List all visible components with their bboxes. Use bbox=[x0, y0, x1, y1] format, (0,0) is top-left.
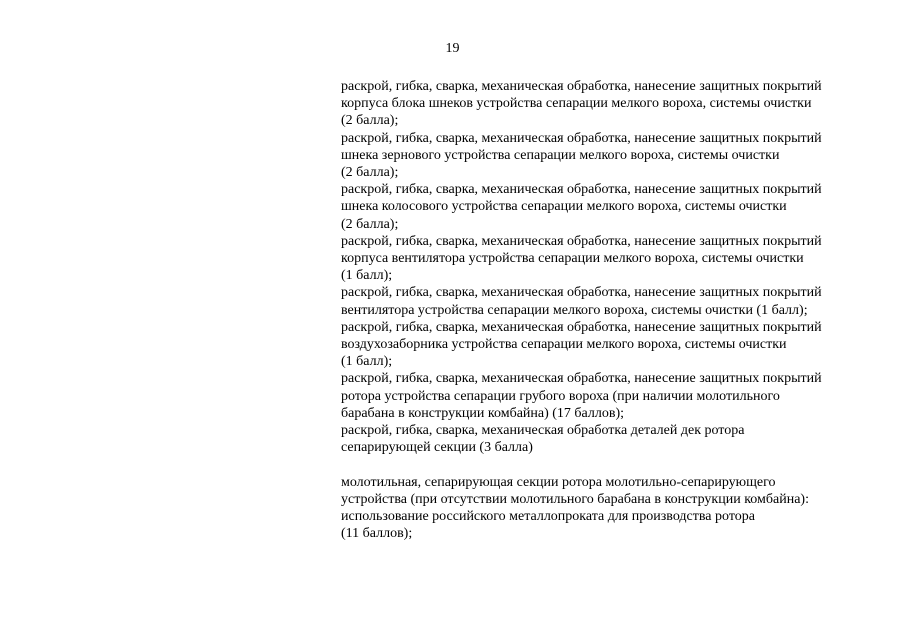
text-line: раскрой, гибка, сварка, механическая обработка, нанесение защитных покрытий bbox=[341, 285, 822, 301]
text-line: шнека колосового устройства сепарации мелкого вороха, системы очистки bbox=[341, 199, 787, 215]
text-line: устройства (при отсутствии молотильного барабана в конструкции комбайна): bbox=[341, 491, 809, 507]
text-line: барабана в конструкции комбайна) (17 баллов); bbox=[341, 405, 625, 421]
text-line: (2 балла); bbox=[341, 113, 399, 129]
text-line: молотильная, сепарирующая секции ротора молотильно-сепарирующего bbox=[341, 474, 776, 490]
text-line: использование российского металлопроката для производства ротора bbox=[341, 509, 755, 525]
text-line: ротора устройства сепарации грубого вороха (при наличии молотильного bbox=[341, 388, 780, 404]
text-line: сепарирующей секции (3 балла) bbox=[341, 440, 533, 456]
text-line: (11 баллов); bbox=[341, 526, 413, 542]
body-text bbox=[341, 78, 881, 542]
text-line: (1 балл); bbox=[341, 354, 393, 370]
text-line: раскрой, гибка, сварка, механическая обработка деталей дек ротора bbox=[341, 423, 745, 439]
text-line: (2 балла); bbox=[341, 165, 399, 181]
text-line: раскрой, гибка, сварка, механическая обработка, нанесение защитных покрытий bbox=[341, 79, 822, 94]
text-line: раскрой, гибка, сварка, механическая обработка, нанесение защитных покрытий bbox=[341, 319, 822, 335]
text-line: раскрой, гибка, сварка, механическая обработка, нанесение защитных покрытий bbox=[341, 371, 822, 387]
text-line: воздухозаборника устройства сепарации мелкого вороха, системы очистки bbox=[341, 337, 787, 353]
text-line: раскрой, гибка, сварка, механическая обработка, нанесение защитных покрытий bbox=[341, 182, 822, 198]
paragraph-gap bbox=[341, 456, 881, 473]
text-line: корпуса вентилятора устройства сепарации мелкого вороха, системы очистки bbox=[341, 251, 804, 267]
text-line: корпуса блока шнеков устройства сепарации мелкого вороха, системы очистки bbox=[341, 96, 812, 112]
page-number: 19 bbox=[445, 41, 460, 56]
text-line: шнека зернового устройства сепарации мелкого вороха, системы очистки bbox=[341, 147, 780, 163]
text-line: (1 балл); bbox=[341, 268, 393, 284]
text-line: раскрой, гибка, сварка, механическая обработка, нанесение защитных покрытий bbox=[341, 233, 822, 249]
text-line: (2 балла); bbox=[341, 216, 399, 232]
text-line: раскрой, гибка, сварка, механическая обработка, нанесение защитных покрытий bbox=[341, 130, 822, 146]
text-line: вентилятора устройства сепарации мелкого вороха, системы очистки (1 балл); bbox=[341, 302, 808, 318]
